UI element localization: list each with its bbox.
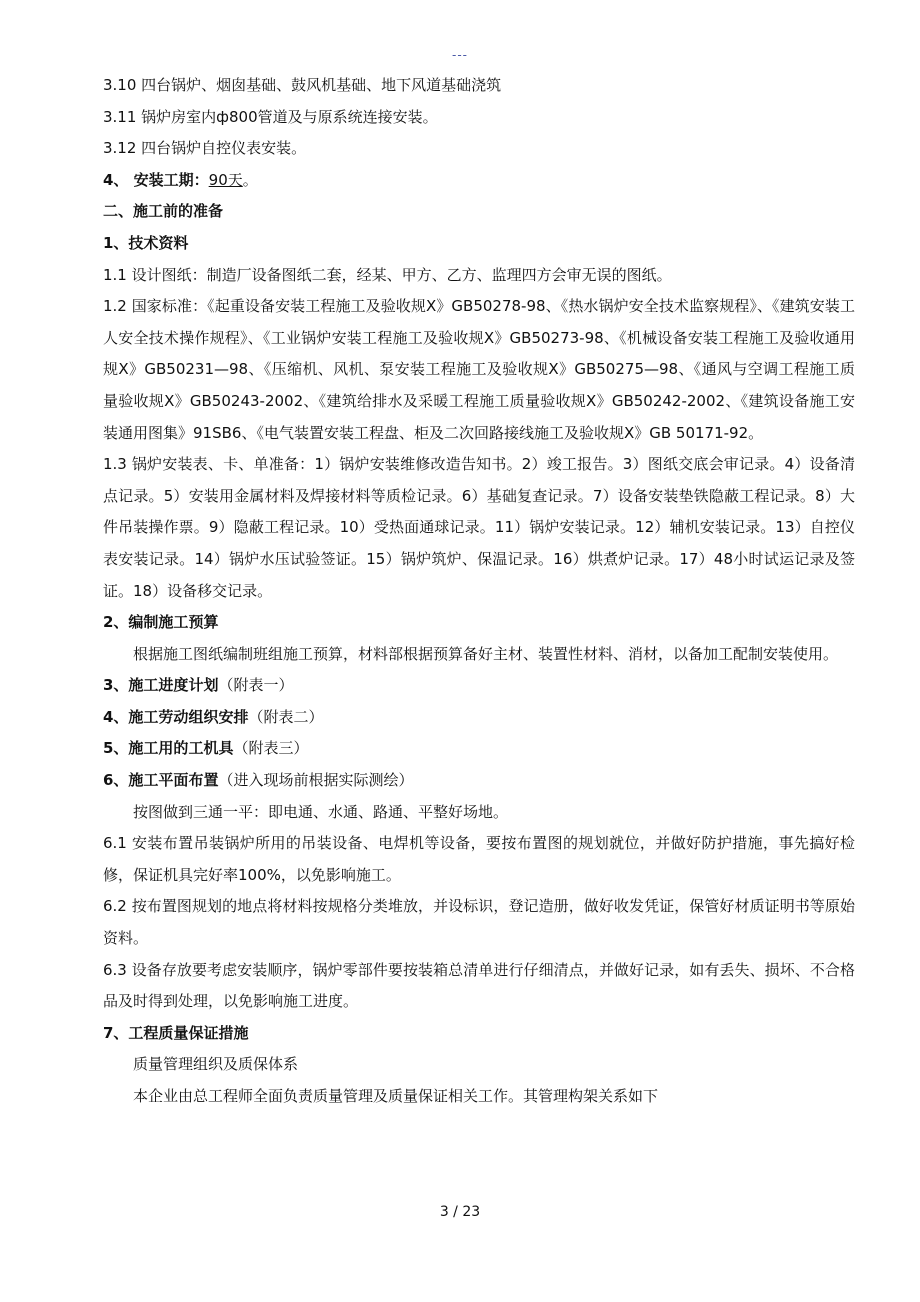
- subsection-6-title: 6、施工平面布置: [103, 771, 219, 790]
- subsection-7-body: 本企业由总工程师全面负责质量管理及质量保证相关工作。其管理构架关系如下: [133, 1087, 659, 1105]
- document-body: [103, 70, 855, 1113]
- header-mark: ---: [452, 48, 468, 62]
- duration-end: 。: [242, 170, 258, 189]
- subsection-6-heading: [103, 765, 855, 797]
- duration-value: 90天: [208, 170, 243, 189]
- item-1-2: 1.2 国家标准：《起重设备安装工程施工及验收规Ⅹ》GB50278-98、《热水锅炉安全技术监察规程》、《建筑安装工人安全技术操作规程》、《工业锅炉安装工程施工及验收规Ⅹ》GB50273-98、《机械设备安装工程施工及验收通用规Ⅹ》GB50231—98、《压缩机、风机、泵安装工程施工及验收规Ⅹ》GB50275—98、《通风与空调工程施工质量验收规Ⅹ》GB50243-2002、《建筑给排水及采暖工程施工质量验收规Ⅹ》GB50242-2002、《建筑设备施工安装通用图集》91SB6、《电气装置安装工程盘、柜及二次回路接线施工及验收规Ⅹ》GB 50171-92。: [103, 297, 855, 442]
- item-6-2: 6.2 按布置图规划的地点将材料按规格分类堆放，并设标识，登记造册，做好收发凭证，保管好材质证明书等原始资料。: [103, 897, 855, 948]
- item-3-12: 3.12 四台锅炉自控仪表安装。: [103, 139, 307, 158]
- section-2-heading: 二、施工前的准备: [103, 202, 224, 221]
- subsection-7-sub: 质量管理组织及质保体系: [133, 1055, 299, 1074]
- subsection-1-heading: 1、技术资料: [103, 233, 189, 252]
- item-3-11: 3.11 锅炉房室内ф800管道及与原系统连接安装。: [103, 107, 438, 126]
- subsection-5-heading: [103, 733, 855, 765]
- subsection-4-note: （附表二）: [248, 707, 324, 726]
- subsection-3-title: 3、施工进度计划: [103, 676, 219, 695]
- item-1-3: 1.3 锅炉安装表、卡、单准备：1）锅炉安装维修改造告知书。2）竣工报告。3）图纸交底会审记录。4）设备清点记录。5）安装用金属材料及焊接材料等质检记录。6）基础复查记录。7）设备安装垫铁隐蔽工程记录。8）大件吊装操作票。9）隐蔽工程记录。10）受热面通球记录。11）锅炉安装记录。12）辅机安装记录。13）自控仪表安装记录。14）锅炉水压试验签证。15）锅炉筑炉、保温记录。16）烘煮炉记录。17）48小时试运记录及签证。18）设备移交记录。: [103, 455, 855, 600]
- subsection-5-note: （附表三）: [233, 739, 309, 758]
- subsection-4-heading: [103, 702, 855, 734]
- subsection-5-title: 5、施工用的工机具: [103, 739, 234, 758]
- subsection-2-body: 根据施工图纸编制班组施工预算，材料部根据预算备好主材、装置性材料、消材，以备加工配制安装使用。: [133, 644, 839, 663]
- item-1-1: 1.1 设计图纸：制造厂设备图纸二套，经某、甲方、乙方、监理四方会审无误的图纸。: [103, 265, 672, 284]
- subsection-2-heading: 2、编制施工预算: [103, 613, 219, 632]
- subsection-6-note: （进入现场前根据实际测绘）: [218, 771, 414, 790]
- subsection-4-title: 4、施工劳动组织安排: [103, 707, 249, 726]
- page-number: 3 / 23: [439, 1204, 481, 1220]
- subsection-6-body: 按图做到三通一平：即电通、水通、路通、平整好场地。: [133, 802, 509, 821]
- item-6-1: 6.1 安装布置吊装锅炉所用的吊装设备、电焊机等设备，要按布置图的规划就位，并做好防护措施，事先搞好检修，保证机具完好率100%，以免影响施工。: [103, 834, 855, 884]
- item-4-duration: [103, 165, 855, 197]
- duration-label: 4、 安装工期：: [103, 170, 209, 189]
- item-6-3: 6.3 设备存放要考虑安装顺序，锅炉零部件要按装箱总清单进行仔细清点，并做好记录，如有丢失、损坏、不合格品及时得到处理，以免影响施工进度。: [103, 960, 855, 1011]
- item-3-10: 3.10 四台锅炉、烟囱基础、鼓风机基础、地下风道基础浇筑: [103, 76, 502, 94]
- subsection-3-heading: [103, 670, 855, 702]
- subsection-3-note: （附表一）: [218, 676, 294, 695]
- subsection-7-heading: 7、工程质量保证措施: [103, 1023, 249, 1042]
